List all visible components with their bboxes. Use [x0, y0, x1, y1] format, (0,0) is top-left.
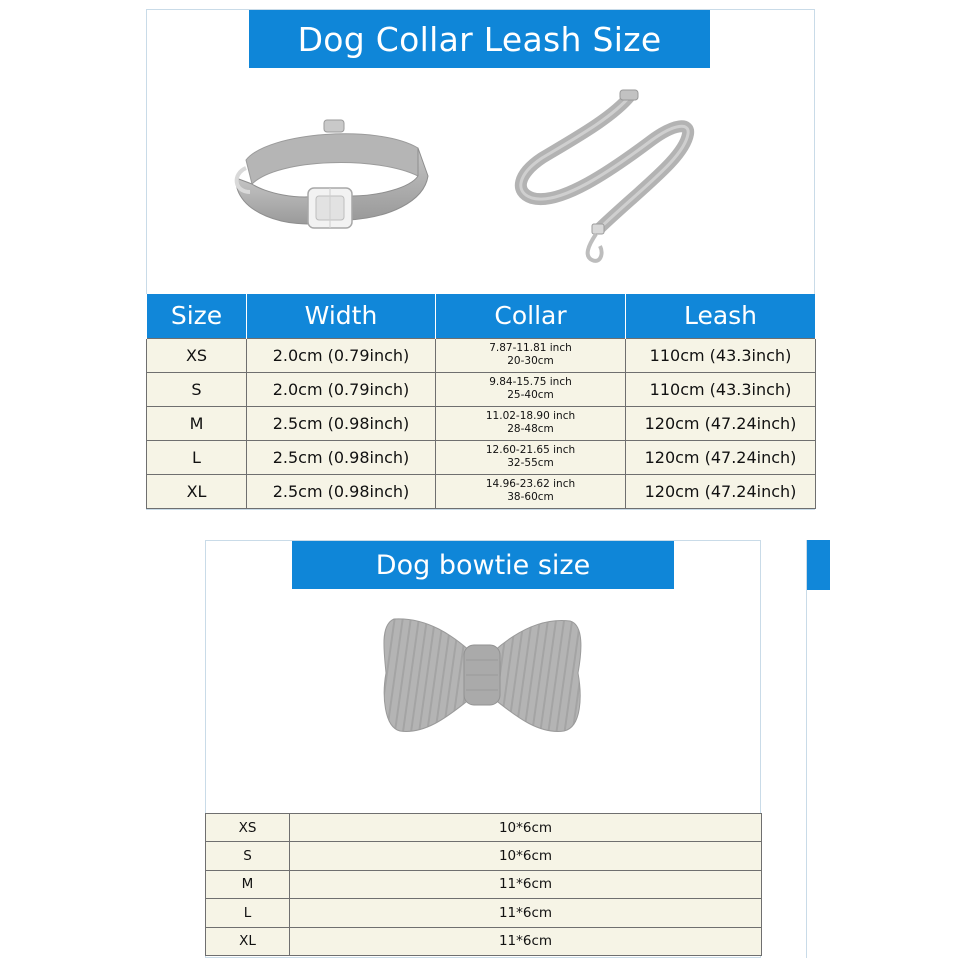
bowtie-dimensions-cell: 11*6cm: [290, 870, 762, 898]
leash-cell: 120cm (47.24inch): [626, 474, 816, 508]
collar-cell: [436, 338, 626, 372]
table-row: [206, 842, 762, 870]
collar-inch: 7.87-11.81 inch: [489, 342, 572, 354]
collar-cell: [436, 440, 626, 474]
header-collar: Collar: [436, 294, 626, 338]
bowtie-size-cell: L: [206, 899, 290, 927]
width-cell: 2.5cm (0.98inch): [247, 440, 436, 474]
size-cell: XL: [147, 474, 247, 508]
collar-cm: 32-55cm: [507, 457, 554, 469]
collar-inch: 12.60-21.65 inch: [485, 444, 576, 456]
size-cell: L: [147, 440, 247, 474]
table-row: [147, 440, 816, 474]
leash-cell: 120cm (47.24inch): [626, 440, 816, 474]
width-cell: 2.0cm (0.79inch): [247, 372, 436, 406]
collar-inch: 14.96-23.62 inch: [485, 478, 576, 490]
table-row: [147, 338, 816, 372]
collar-cm: 20-30cm: [507, 355, 554, 367]
collar-cell: [436, 372, 626, 406]
bowtie-size-cell: M: [206, 870, 290, 898]
bowtie-dimensions-cell: 10*6cm: [290, 842, 762, 870]
header-width: Width: [247, 294, 436, 338]
next-panel-edge: [806, 540, 846, 958]
bowtie-size-cell: XL: [206, 927, 290, 955]
header-size: Size: [147, 294, 247, 338]
width-cell: 2.5cm (0.98inch): [247, 406, 436, 440]
table-row: [147, 372, 816, 406]
collar-leash-title: Dog Collar Leash Size: [249, 10, 710, 68]
collar-inch: 9.84-15.75 inch: [489, 376, 572, 388]
leash-cell: 110cm (43.3inch): [626, 338, 816, 372]
collar-cm: 28-48cm: [507, 423, 554, 435]
leash-image: [512, 88, 697, 268]
table-row: [147, 406, 816, 440]
table-row: [206, 927, 762, 955]
collar-cell: [436, 406, 626, 440]
table-row: [206, 899, 762, 927]
size-cell: M: [147, 406, 247, 440]
collar-image: [228, 118, 433, 243]
width-cell: 2.0cm (0.79inch): [247, 338, 436, 372]
bowtie-dimensions-cell: 11*6cm: [290, 899, 762, 927]
table-row: [206, 870, 762, 898]
table-row: [147, 474, 816, 508]
table-header-row: [147, 294, 816, 338]
bowtie-size-cell: XS: [206, 814, 290, 842]
leash-cell: 110cm (43.3inch): [626, 372, 816, 406]
bowtie-size-cell: S: [206, 842, 290, 870]
bowtie-dimensions-cell: 10*6cm: [290, 814, 762, 842]
bowtie-title: Dog bowtie size: [292, 541, 674, 589]
collar-cell: [436, 474, 626, 508]
size-cell: S: [147, 372, 247, 406]
bowtie-dimensions-cell: 11*6cm: [290, 927, 762, 955]
size-cell: XS: [147, 338, 247, 372]
header-leash: Leash: [626, 294, 816, 338]
collar-inch: 11.02-18.90 inch: [485, 410, 576, 422]
leash-cell: 120cm (47.24inch): [626, 406, 816, 440]
bowtie-size-table: [205, 813, 762, 956]
next-panel-banner-edge: [807, 540, 830, 590]
collar-cm: 38-60cm: [507, 491, 554, 503]
width-cell: 2.5cm (0.98inch): [247, 474, 436, 508]
collar-leash-size-table: [146, 294, 816, 509]
table-row: [206, 814, 762, 842]
collar-cm: 25-40cm: [507, 389, 554, 401]
bowtie-image: [378, 615, 586, 737]
